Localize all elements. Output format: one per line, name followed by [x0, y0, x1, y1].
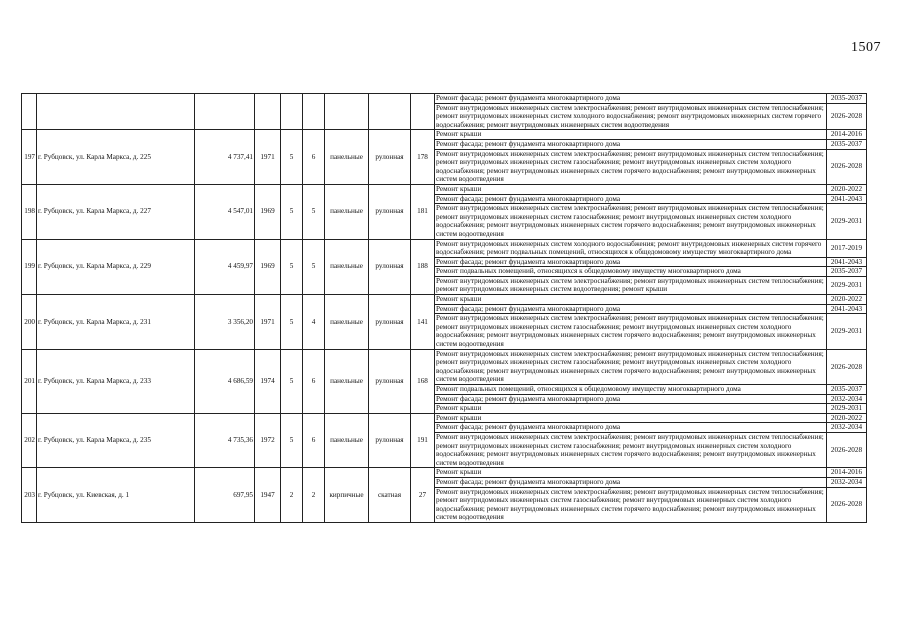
area-cell: 4 735,36 — [195, 413, 255, 468]
house-number-cell: 200 — [22, 295, 37, 350]
wall-material-cell: панельные — [325, 413, 369, 468]
work-period-cell: 2020-2022 — [827, 295, 867, 305]
work-type-cell: Ремонт фасада; ремонт фундамента многоквартирного дома — [435, 394, 827, 404]
area-cell: 4 459,97 — [195, 239, 255, 295]
table-row — [22, 295, 867, 305]
wall-material-cell: панельные — [325, 130, 369, 185]
roof-type-cell: рулонная — [369, 413, 411, 468]
entrances-cell — [303, 94, 325, 130]
table-row — [22, 413, 867, 423]
work-type-cell: Ремонт внутридомовых инженерных систем электроснабжения; ремонт внутридомовых инженерных систем теплоснабжения; ремонт внутридомовых инженерных систем холодного водоснабжения; ремонт внутридомовых инженерных систем горячего водоснабжения; ремонт внутридомовых инженерных систем водоотведения — [435, 103, 827, 130]
work-period-cell: 2029-2031 — [827, 314, 867, 349]
address-cell: г. Рубцовск, ул. Карла Маркса, д. 227 — [37, 184, 195, 239]
area-cell: 4 737,41 — [195, 130, 255, 185]
year-built-cell: 1972 — [255, 413, 281, 468]
residents-cell: 141 — [411, 295, 435, 350]
residents-cell: 168 — [411, 349, 435, 413]
work-period-cell: 2032-2034 — [827, 477, 867, 487]
work-period-cell: 2035-2037 — [827, 385, 867, 395]
table-row — [22, 239, 867, 257]
work-type-cell: Ремонт фасада; ремонт фундамента многоквартирного дома — [435, 139, 827, 149]
work-type-cell: Ремонт внутридомовых инженерных систем электроснабжения; ремонт внутридомовых инженерных систем теплоснабжения; ремонт внутридомовых инженерных систем газоснабжения; ремонт внутридомовых инженерных систем холодного водоснабжения; ремонт внутридомовых инженерных систем горячего водоснабжения; ремонт внутридомовых инженерных систем водоотведения — [435, 349, 827, 384]
work-type-cell: Ремонт внутридомовых инженерных систем электроснабжения; ремонт внутридомовых инженерных систем теплоснабжения; ремонт внутридомовых инженерных систем газоснабжения; ремонт внутридомовых инженерных систем холодного водоснабжения; ремонт внутридомовых инженерных систем горячего водоснабжения; ремонт внутридомовых инженерных систем водоотведения — [435, 432, 827, 467]
work-period-cell: 2029-2031 — [827, 276, 867, 294]
roof-type-cell: рулонная — [369, 239, 411, 295]
entrances-cell: 6 — [303, 413, 325, 468]
house-number-cell: 199 — [22, 239, 37, 295]
entrances-cell: 4 — [303, 295, 325, 350]
residents-cell: 27 — [411, 468, 435, 523]
work-period-cell: 2041-2043 — [827, 194, 867, 204]
roof-type-cell: скатная — [369, 468, 411, 523]
address-cell: г. Рубцовск, ул. Карла Маркса, д. 233 — [37, 349, 195, 413]
table-row — [22, 184, 867, 194]
wall-material-cell: панельные — [325, 295, 369, 350]
floors-cell: 5 — [281, 295, 303, 350]
work-period-cell: 2029-2031 — [827, 404, 867, 414]
house-number-cell: 198 — [22, 184, 37, 239]
year-built-cell: 1947 — [255, 468, 281, 523]
wall-material-cell — [325, 94, 369, 130]
house-number-cell: 201 — [22, 349, 37, 413]
work-period-cell: 2014-2016 — [827, 130, 867, 140]
address-cell: г. Рубцовск, ул. Карла Маркса, д. 229 — [37, 239, 195, 295]
table-body — [22, 94, 867, 523]
table-row — [22, 468, 867, 478]
work-type-cell: Ремонт внутридомовых инженерных систем электроснабжения; ремонт внутридомовых инженерных систем теплоснабжения; ремонт внутридомовых инженерных систем водоотведения; ремонт крыши — [435, 276, 827, 294]
entrances-cell: 2 — [303, 468, 325, 523]
year-built-cell: 1971 — [255, 295, 281, 350]
area-cell — [195, 94, 255, 130]
work-period-cell: 2026-2028 — [827, 149, 867, 184]
year-built-cell — [255, 94, 281, 130]
roof-type-cell: рулонная — [369, 349, 411, 413]
address-cell — [37, 94, 195, 130]
work-type-cell: Ремонт внутридомовых инженерных систем электроснабжения; ремонт внутридомовых инженерных систем теплоснабжения; ремонт внутридомовых инженерных систем газоснабжения; ремонт внутридомовых инженерных систем холодного водоснабжения; ремонт внутридомовых инженерных систем горячего водоснабжения; ремонт внутридомовых инженерных систем водоотведения — [435, 487, 827, 522]
residents-cell: 178 — [411, 130, 435, 185]
work-period-cell: 2014-2016 — [827, 468, 867, 478]
work-period-cell: 2035-2037 — [827, 139, 867, 149]
roof-type-cell: рулонная — [369, 130, 411, 185]
work-period-cell: 2032-2034 — [827, 423, 867, 433]
area-cell: 4 547,01 — [195, 184, 255, 239]
capital-repair-table — [21, 93, 867, 523]
work-type-cell: Ремонт внутридомовых инженерных систем электроснабжения; ремонт внутридомовых инженерных систем теплоснабжения; ремонт внутридомовых инженерных систем газоснабжения; ремонт внутридомовых инженерных систем холодного водоснабжения; ремонт внутридомовых инженерных систем горячего водоснабжения; ремонт внутридомовых инженерных систем водоотведения — [435, 149, 827, 184]
residents-cell: 188 — [411, 239, 435, 295]
work-period-cell: 2041-2043 — [827, 304, 867, 314]
floors-cell — [281, 94, 303, 130]
work-period-cell: 2020-2022 — [827, 184, 867, 194]
work-type-cell: Ремонт фасада; ремонт фундамента многоквартирного дома — [435, 423, 827, 433]
address-cell: г. Рубцовск, ул. Карла Маркса, д. 231 — [37, 295, 195, 350]
roof-type-cell: рулонная — [369, 184, 411, 239]
entrances-cell: 5 — [303, 184, 325, 239]
year-built-cell: 1971 — [255, 130, 281, 185]
wall-material-cell: панельные — [325, 349, 369, 413]
work-type-cell: Ремонт крыши — [435, 404, 827, 414]
work-type-cell: Ремонт фасада; ремонт фундамента многоквартирного дома — [435, 477, 827, 487]
address-cell: г. Рубцовск, ул. Карла Маркса, д. 235 — [37, 413, 195, 468]
area-cell: 3 356,20 — [195, 295, 255, 350]
table-row — [22, 349, 867, 384]
work-period-cell: 2041-2043 — [827, 257, 867, 267]
work-type-cell: Ремонт подвальных помещений, относящихся к общедомовому имуществу многоквартирного дома — [435, 385, 827, 395]
year-built-cell: 1974 — [255, 349, 281, 413]
work-type-cell: Ремонт фасада; ремонт фундамента многоквартирного дома — [435, 257, 827, 267]
floors-cell: 5 — [281, 413, 303, 468]
floors-cell: 2 — [281, 468, 303, 523]
house-number-cell: 197 — [22, 130, 37, 185]
entrances-cell: 6 — [303, 349, 325, 413]
address-cell: г. Рубцовск, ул. Киевская, д. 1 — [37, 468, 195, 523]
house-number-cell — [22, 94, 37, 130]
work-type-cell: Ремонт крыши — [435, 130, 827, 140]
work-type-cell: Ремонт крыши — [435, 184, 827, 194]
work-type-cell: Ремонт крыши — [435, 413, 827, 423]
work-type-cell: Ремонт фасада; ремонт фундамента многоквартирного дома — [435, 194, 827, 204]
work-period-cell: 2020-2022 — [827, 413, 867, 423]
roof-type-cell — [369, 94, 411, 130]
area-cell: 697,95 — [195, 468, 255, 523]
work-period-cell: 2026-2028 — [827, 432, 867, 467]
wall-material-cell: панельные — [325, 239, 369, 295]
floors-cell: 5 — [281, 130, 303, 185]
work-period-cell: 2026-2028 — [827, 349, 867, 384]
area-cell: 4 686,59 — [195, 349, 255, 413]
roof-type-cell: рулонная — [369, 295, 411, 350]
table-row — [22, 130, 867, 140]
wall-material-cell: панельные — [325, 184, 369, 239]
year-built-cell: 1969 — [255, 239, 281, 295]
floors-cell: 5 — [281, 349, 303, 413]
work-type-cell: Ремонт внутридомовых инженерных систем холодного водоснабжения; ремонт внутридомовых инженерных систем горячего водоснабжения; ремонт подвальных помещений, относящихся к общедомовому имуществу многоквартирного дома — [435, 239, 827, 257]
table-row — [22, 94, 867, 104]
address-cell: г. Рубцовск, ул. Карла Маркса, д. 225 — [37, 130, 195, 185]
work-type-cell: Ремонт подвальных помещений, относящихся к общедомовому имуществу многоквартирного дома — [435, 267, 827, 277]
work-period-cell: 2035-2037 — [827, 267, 867, 277]
work-period-cell: 2026-2028 — [827, 487, 867, 522]
work-period-cell: 2032-2034 — [827, 394, 867, 404]
work-type-cell: Ремонт крыши — [435, 295, 827, 305]
page-number: 1507 — [851, 40, 881, 55]
house-number-cell: 203 — [22, 468, 37, 523]
work-type-cell: Ремонт внутридомовых инженерных систем электроснабжения; ремонт внутридомовых инженерных систем теплоснабжения; ремонт внутридомовых инженерных систем газоснабжения; ремонт внутридомовых инженерных систем холодного водоснабжения; ремонт внутридомовых инженерных систем горячего водоснабжения; ремонт внутридомовых инженерных систем водоотведения — [435, 204, 827, 239]
wall-material-cell: кирпичные — [325, 468, 369, 523]
floors-cell: 5 — [281, 184, 303, 239]
work-type-cell: Ремонт внутридомовых инженерных систем электроснабжения; ремонт внутридомовых инженерных систем теплоснабжения; ремонт внутридомовых инженерных систем газоснабжения; ремонт внутридомовых инженерных систем холодного водоснабжения; ремонт внутридомовых инженерных систем горячего водоснабжения; ремонт внутридомовых инженерных систем водоотведения — [435, 314, 827, 349]
work-period-cell: 2035-2037 — [827, 94, 867, 104]
work-period-cell: 2026-2028 — [827, 103, 867, 130]
year-built-cell: 1969 — [255, 184, 281, 239]
residents-cell — [411, 94, 435, 130]
work-period-cell: 2029-2031 — [827, 204, 867, 239]
house-number-cell: 202 — [22, 413, 37, 468]
work-period-cell: 2017-2019 — [827, 239, 867, 257]
residents-cell: 191 — [411, 413, 435, 468]
floors-cell: 5 — [281, 239, 303, 295]
residents-cell: 181 — [411, 184, 435, 239]
entrances-cell: 5 — [303, 239, 325, 295]
work-type-cell: Ремонт крыши — [435, 468, 827, 478]
entrances-cell: 6 — [303, 130, 325, 185]
work-type-cell: Ремонт фасада; ремонт фундамента многоквартирного дома — [435, 94, 827, 104]
work-type-cell: Ремонт фасада; ремонт фундамента многоквартирного дома — [435, 304, 827, 314]
